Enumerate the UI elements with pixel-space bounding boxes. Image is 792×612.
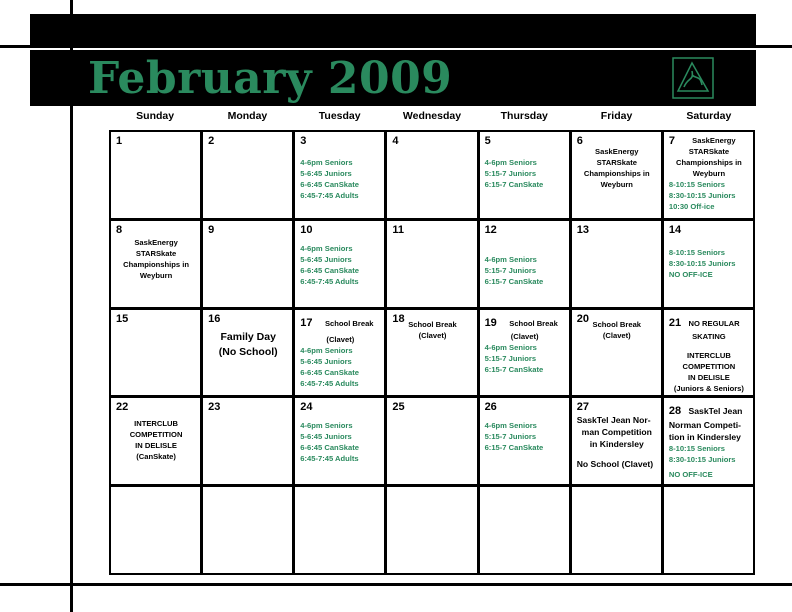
schedule-line: 8:30-10:15 Juniors xyxy=(668,258,736,268)
schedule-line: 8:30-10:15 Juniors xyxy=(668,455,736,465)
day-number: 5 xyxy=(484,135,491,147)
day-cell-15 xyxy=(111,310,200,396)
day-number: 20 xyxy=(576,312,589,325)
event-note: Norman Competi- xyxy=(668,420,741,431)
schedule-line: 5:15-7 Juniors xyxy=(484,169,537,178)
empty-cell xyxy=(295,487,384,573)
day-number: 28 xyxy=(668,405,682,418)
schedule-line: 6:45-7:45 Adults xyxy=(300,191,359,200)
day-number: 2 xyxy=(208,135,215,147)
schedule-line: 6-6:45 CanSkate xyxy=(300,180,359,189)
event-note: (Clavet) xyxy=(326,334,355,344)
schedule-line: 4-6pm Seniors xyxy=(484,421,537,431)
event-note: (Clavet) xyxy=(602,330,631,340)
schedule-line: 5:15-7 Juniors xyxy=(484,265,537,275)
event-note: Championships in xyxy=(583,169,650,178)
schedule-line: 6:15-7 CanSkate xyxy=(484,443,544,453)
day-cell-14 xyxy=(664,221,753,307)
schedule-line: NO OFF-ICE xyxy=(668,269,713,279)
schedule-line: 8:30-10:15 Juniors xyxy=(668,191,736,200)
event-note: School Break xyxy=(408,319,457,329)
weekday-header xyxy=(109,108,755,130)
day-cell-23 xyxy=(203,398,292,484)
event-note: (Clavet) xyxy=(510,331,539,341)
event-note: COMPETITION xyxy=(682,361,736,371)
day-cell-20 xyxy=(572,310,661,396)
header-band-top xyxy=(30,14,756,48)
event-note: Weyburn xyxy=(692,169,726,178)
day-number: 19 xyxy=(484,316,497,329)
day-number: 17 xyxy=(300,316,313,329)
day-number: 12 xyxy=(484,223,497,236)
day-number: 14 xyxy=(668,223,682,236)
day-number: 22 xyxy=(116,401,129,414)
day-cell-11 xyxy=(387,221,476,307)
day-cell-5 xyxy=(480,132,569,218)
skating-club-logo xyxy=(672,57,714,99)
schedule-line: 4-6pm Seniors xyxy=(484,254,537,264)
schedule-line: 5:15-7 Juniors xyxy=(484,353,537,363)
schedule-line: 5-6:45 Juniors xyxy=(300,432,352,442)
day-number: 3 xyxy=(300,135,307,147)
day-number: 4 xyxy=(392,135,399,147)
weekday-friday: Friday xyxy=(600,110,633,122)
day-number: 10 xyxy=(300,223,313,236)
schedule-line: 5-6:45 Juniors xyxy=(300,254,352,264)
day-cell-6 xyxy=(572,132,661,218)
event-note: No School (Clavet) xyxy=(576,459,654,470)
event-note: Championships in xyxy=(676,158,742,167)
event-note: Championships in xyxy=(123,259,189,269)
weekday-wednesday: Wednesday xyxy=(402,110,462,122)
page-title: February 2009 xyxy=(88,53,453,104)
event-note: COMPETITION xyxy=(129,430,183,440)
event-note: School Break xyxy=(592,319,642,329)
event-note: (CanSkate) xyxy=(136,452,176,462)
schedule-line: 4-6pm Seniors xyxy=(300,158,353,167)
day-number: 27 xyxy=(576,401,589,414)
empty-cell xyxy=(664,487,753,573)
event-note: man Competition xyxy=(581,427,652,438)
day-number: 15 xyxy=(116,312,129,325)
day-cell-22 xyxy=(111,398,200,484)
day-cell-18 xyxy=(387,310,476,396)
event-note: STARSkate xyxy=(688,147,730,156)
day-number: 11 xyxy=(392,223,405,236)
empty-cell xyxy=(111,487,200,573)
day-cell-24 xyxy=(295,398,384,484)
day-cell-8 xyxy=(111,221,200,307)
schedule-line: 8-10:15 Seniors xyxy=(668,444,725,454)
event-note: Weyburn xyxy=(139,270,173,280)
weekday-monday: Monday xyxy=(227,110,268,122)
day-cell-4 xyxy=(387,132,476,218)
day-number: 9 xyxy=(208,223,215,236)
schedule-line: NO OFF-ICE xyxy=(668,470,713,480)
day-cell-17 xyxy=(295,310,384,396)
event-note: INTERCLUB xyxy=(134,419,178,429)
event-note: INTERCLUB xyxy=(686,350,731,360)
day-number: 18 xyxy=(392,312,405,325)
schedule-line: 4-6pm Seniors xyxy=(300,243,353,253)
weekday-tuesday: Tuesday xyxy=(318,110,361,122)
event-note: Weyburn xyxy=(600,180,633,189)
empty-cell xyxy=(572,487,661,573)
schedule-line: 6:45-7:45 Adults xyxy=(300,378,359,388)
day-cell-2 xyxy=(203,132,292,218)
day-cell-9 xyxy=(203,221,292,307)
empty-cell xyxy=(480,487,569,573)
empty-cell xyxy=(203,487,292,573)
schedule-line: 8-10:15 Seniors xyxy=(668,180,725,189)
schedule-line: 5-6:45 Juniors xyxy=(300,169,352,178)
day-cell-27 xyxy=(572,398,661,484)
calendar-grid xyxy=(109,130,755,575)
schedule-line: 4-6pm Seniors xyxy=(300,345,353,355)
day-cell-21 xyxy=(664,310,753,396)
event-note: School Break xyxy=(324,318,374,328)
day-cell-3 xyxy=(295,132,384,218)
empty-cell xyxy=(387,487,476,573)
day-cell-16 xyxy=(203,310,292,396)
event-note: School Break xyxy=(509,318,558,328)
schedule-line: 6:15-7 CanSkate xyxy=(484,180,544,189)
day-cell-10 xyxy=(295,221,384,307)
schedule-line: 6:45-7:45 Adults xyxy=(300,276,359,286)
day-number: 25 xyxy=(392,401,405,414)
event-note: SaskEnergy xyxy=(692,136,736,145)
schedule-line: 8-10:15 Seniors xyxy=(668,247,725,257)
event-note: SaskTel Jean xyxy=(688,406,743,417)
schedule-line: 6:15-7 CanSkate xyxy=(484,276,544,286)
day-cell-28 xyxy=(664,398,753,484)
event-note: (Clavet) xyxy=(418,330,447,340)
schedule-line: 4-6pm Seniors xyxy=(484,158,537,167)
schedule-line: 6:45-7:45 Adults xyxy=(300,454,359,464)
day-cell-19 xyxy=(480,310,569,396)
day-cell-7 xyxy=(664,132,753,218)
event-note: (Juniors & Seniors) xyxy=(673,383,744,393)
event-note: SaskEnergy xyxy=(134,237,178,247)
day-cell-13 xyxy=(572,221,661,307)
day-cell-25 xyxy=(387,398,476,484)
day-cell-1 xyxy=(111,132,200,218)
event-note: NO REGULAR xyxy=(688,318,740,328)
day-number: 24 xyxy=(300,401,313,414)
day-cell-26 xyxy=(480,398,569,484)
event-note: STARSkate xyxy=(596,158,637,167)
schedule-line: 5:15-7 Juniors xyxy=(484,432,537,442)
day-number: 26 xyxy=(484,401,497,414)
event-note: SaskEnergy xyxy=(595,147,639,156)
event-note: tion in Kindersley xyxy=(668,432,741,443)
event-note: STARSkate xyxy=(135,248,177,258)
schedule-line: 10:30 Off-ice xyxy=(668,202,715,211)
event-note: IN DELISLE xyxy=(688,372,730,382)
schedule-line: 6-6:45 CanSkate xyxy=(300,265,359,275)
schedule-line: 6:15-7 CanSkate xyxy=(484,364,544,374)
schedule-line: 4-6pm Seniors xyxy=(300,421,353,431)
weekday-saturday: Saturday xyxy=(686,110,732,122)
event-note: SaskTel Jean Nor- xyxy=(576,415,651,426)
weekday-thursday: Thursday xyxy=(500,110,548,122)
event-note: (No School) xyxy=(218,345,278,358)
day-number: 23 xyxy=(208,401,221,414)
day-number: 16 xyxy=(208,312,221,325)
day-number: 6 xyxy=(576,135,583,147)
day-number: 8 xyxy=(116,223,123,236)
day-number: 1 xyxy=(116,135,123,147)
event-note: Family Day xyxy=(220,330,276,343)
frame-line-bottom xyxy=(0,583,792,586)
schedule-line: 4-6pm Seniors xyxy=(484,342,537,352)
event-note: SKATING xyxy=(692,331,726,341)
event-note: in Kindersley xyxy=(589,439,644,450)
day-number: 13 xyxy=(576,223,589,236)
event-note: IN DELISLE xyxy=(135,441,177,451)
schedule-line: 5-6:45 Juniors xyxy=(300,356,352,366)
weekday-sunday: Sunday xyxy=(136,110,175,122)
day-number: 21 xyxy=(668,316,682,329)
day-number: 7 xyxy=(668,135,675,147)
schedule-line: 6-6:45 CanSkate xyxy=(300,367,359,377)
day-cell-12 xyxy=(480,221,569,307)
schedule-line: 6-6:45 CanSkate xyxy=(300,443,359,453)
